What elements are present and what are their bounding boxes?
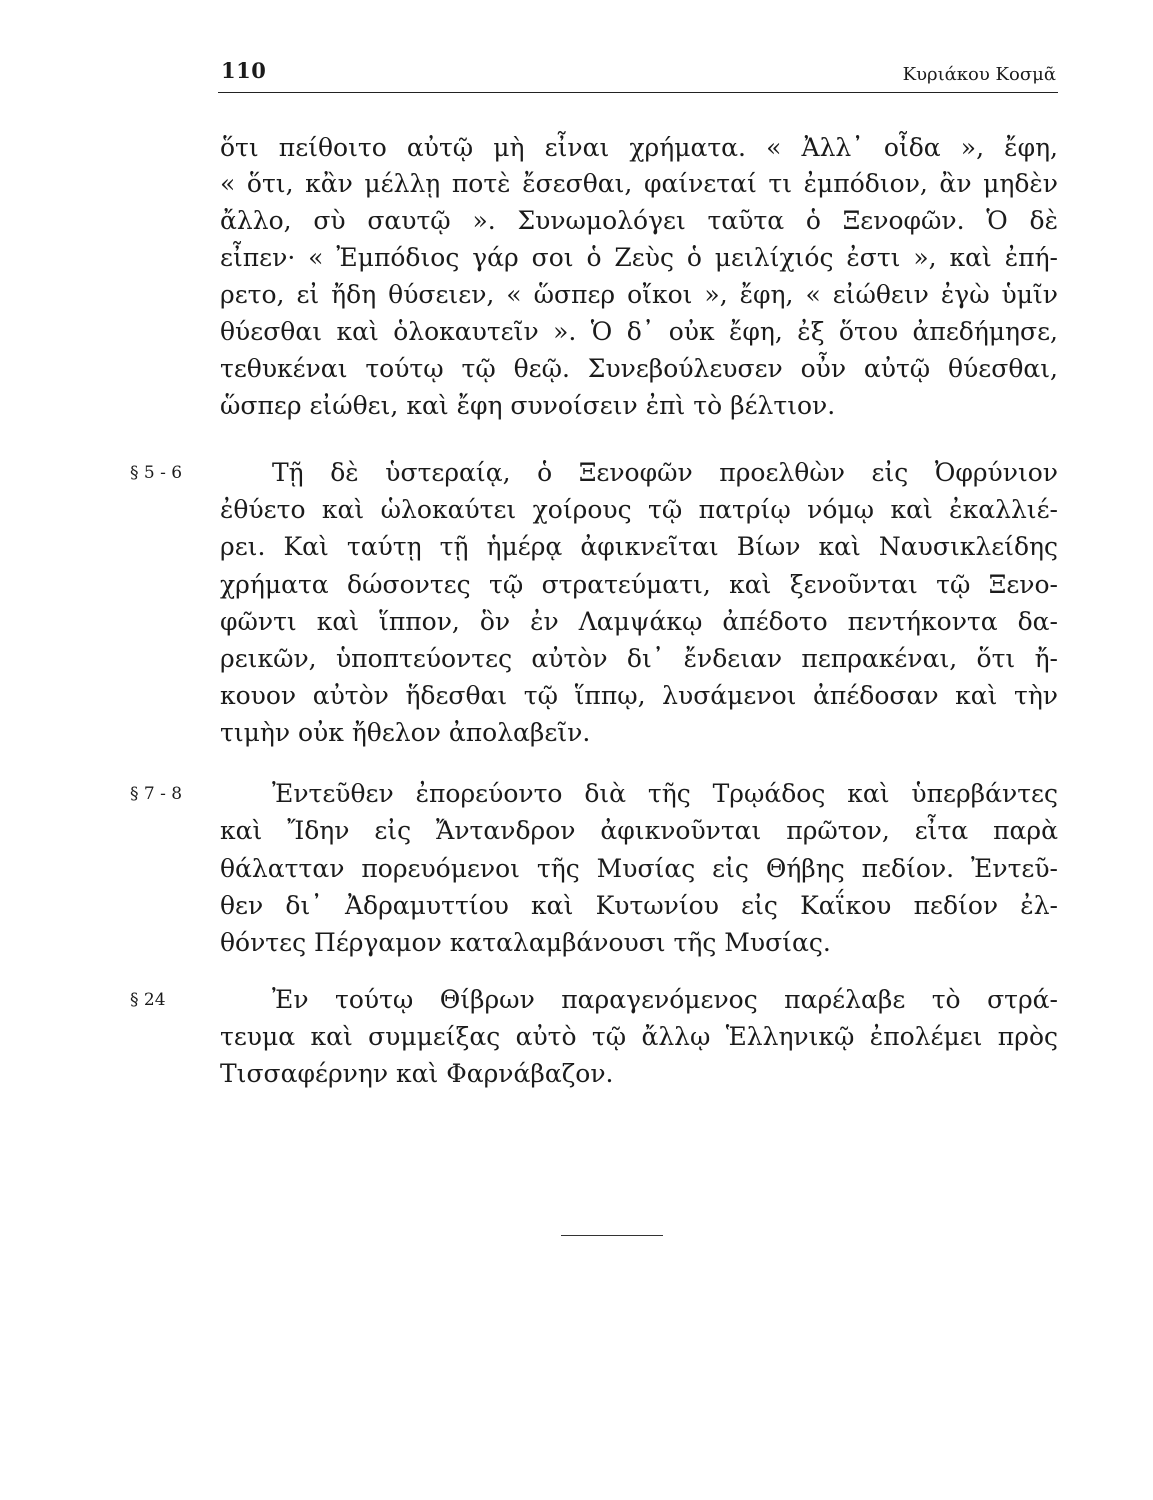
- text-line: τευμα καὶ συμμείξας αὐτὸ τῷ ἄλλῳ Ἑλληνικῷ ἐπολέμει πρὸς: [220, 1022, 1058, 1051]
- text-line: θάλατταν πορευόμενοι τῆς Μυσίας εἰς Θήβης πεδίον. Ἐντεῦ-: [220, 854, 1058, 883]
- text-line: τεθυκέναι τούτῳ τῷ θεῷ. Συνεβούλευσεν οὖν αὐτῷ θύεσθαι,: [220, 354, 1058, 383]
- text-line: ὥσπερ εἰώθει, καὶ ἔφη συνοίσειν ἐπὶ τὸ βέλτιον.: [220, 391, 836, 420]
- margin-reference: § 5 - 6: [130, 463, 183, 483]
- text-line: Τῇ δὲ ὑστεραίᾳ, ὁ Ξενοφῶν προελθὼν εἰς Ὀφρύνιον: [272, 458, 1058, 487]
- text-line: τιμὴν οὐκ ἤθελον ἀπολαβεῖν.: [220, 718, 591, 747]
- text-line: καὶ Ἴδην εἰς Ἄντανδρον ἀφικνοῦνται πρῶτον, εἶτα παρὰ: [220, 816, 1058, 845]
- text-line: ὅτι πείθοιτο αὐτῷ μὴ εἶναι χρήματα. « Ἀλλ᾽ οἶδα », ἔφη,: [220, 133, 1058, 162]
- text-line: θύεσθαι καὶ ὁλοκαυτεῖν ». Ὁ δ᾽ οὐκ ἔφη, ἐξ ὅτου ἀπεδήμησε,: [220, 317, 1058, 346]
- text-line: ἐθύετο καὶ ὡλοκαύτει χοίρους τῷ πατρίῳ νόμῳ καὶ ἐκαλλιέ-: [220, 495, 1058, 524]
- text-line: Ἐντεῦθεν ἐπορεύοντο διὰ τῆς Τρῳάδος καὶ ὑπερβάντες: [272, 779, 1058, 808]
- running-head: Κυριάκου Κοσμᾶ: [902, 64, 1056, 85]
- text-line: κουον αὐτὸν ἥδεσθαι τῷ ἵππῳ, λυσάμενοι ἀπέδοσαν καὶ τὴν: [220, 681, 1058, 710]
- text-line: « ὅτι, κἂν μέλλῃ ποτὲ ἔσεσθαι, φαίνεταί τι ἐμπόδιον, ἂν μηδὲν: [220, 169, 1058, 198]
- text-line: Ἐν τούτῳ Θίβρων παραγενόμενος παρέλαβε τὸ στρά-: [272, 985, 1058, 1014]
- text-line: εἶπεν· « Ἐμπόδιος γάρ σοι ὁ Ζεὺς ὁ μειλίχιός ἐστι », καὶ ἐπή-: [220, 243, 1058, 272]
- page-number: 110: [221, 58, 267, 83]
- text-line: ρετο, εἰ ἤδη θύσειεν, « ὥσπερ οἴκοι », ἔφη, « εἰώθειν ἐγὼ ὑμῖν: [220, 280, 1058, 309]
- page-header: [218, 58, 1058, 93]
- text-line: ρεικῶν, ὑποπτεύοντες αὐτὸν δι᾽ ἔνδειαν πεπρακέναι, ὅτι ἤ-: [220, 644, 1058, 673]
- text-line: Τισσαφέρνην καὶ Φαρνάβαζον.: [220, 1059, 614, 1088]
- text-line: ρει. Καὶ ταύτῃ τῇ ἡμέρᾳ ἀφικνεῖται Βίων καὶ Ναυσικλείδης: [220, 532, 1058, 561]
- text-line: φῶντι καὶ ἵππον, ὃν ἐν Λαμψάκῳ ἀπέδοτο πεντήκοντα δα-: [220, 607, 1058, 636]
- margin-reference: § 7 - 8: [130, 784, 183, 804]
- section-divider: [561, 1235, 663, 1236]
- margin-reference: § 24: [130, 990, 166, 1010]
- text-line: ἄλλο, σὺ σαυτῷ ». Συνωμολόγει ταῦτα ὁ Ξενοφῶν. Ὁ δὲ: [220, 206, 1058, 235]
- text-line: θεν δι᾽ Ἀδραμυττίου καὶ Κυτωνίου εἰς Καΐκου πεδίον ἐλ-: [220, 891, 1058, 920]
- text-line: χρήματα δώσοντες τῷ στρατεύματι, καὶ ξενοῦνται τῷ Ξενο-: [220, 570, 1058, 599]
- text-line: θόντες Πέργαμον καταλαμβάνουσι τῆς Μυσίας.: [220, 928, 831, 957]
